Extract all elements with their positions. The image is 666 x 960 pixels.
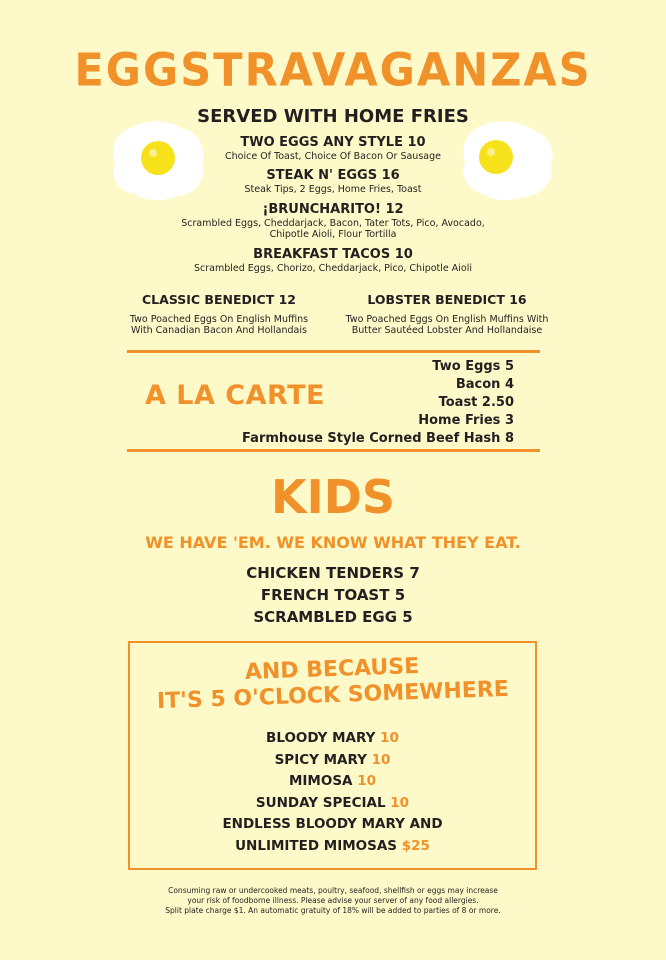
footer-disclaimer — [0, 886, 666, 916]
drink-name: SUNDAY SPECIAL — [255, 794, 386, 811]
section-subtitle: SERVED WITH HOME FRIES — [197, 106, 469, 127]
item-name: STEAK N' EGGS 16 — [266, 168, 400, 183]
list-item — [130, 728, 535, 750]
alacarte-list — [242, 358, 514, 448]
drink-price: 10 — [357, 773, 377, 789]
section-title: KIDS — [270, 470, 396, 524]
section-tagline: WE HAVE 'EM. WE KNOW WHAT THEY EAT. — [145, 533, 521, 552]
list-item: CHICKEN TENDERS 7 — [246, 564, 420, 582]
drinks-box — [128, 641, 537, 870]
section-title — [129, 650, 536, 716]
item-name: LOBSTER BENEDICT 16 — [367, 292, 527, 307]
list-item: ENDLESS BLOODY MARY AND — [222, 816, 443, 832]
section-title: A LA CARTE — [145, 380, 325, 411]
list-item — [130, 836, 535, 858]
drink-price: $25 — [401, 837, 430, 854]
item-description: With Canadian Bacon And Hollandais — [131, 325, 307, 336]
page-title: EGGSTRAVAGANZAS — [74, 44, 592, 98]
list-item: Toast 2.50 — [438, 395, 514, 410]
list-item: Home Fries 3 — [418, 413, 514, 428]
drink-price: 10 — [371, 751, 391, 768]
list-item: SCRAMBLED EGG 5 — [253, 608, 413, 626]
item-description: Two Poached Eggs On English Muffins With — [345, 314, 549, 325]
menu-item — [120, 202, 546, 240]
list-item: FRENCH TOAST 5 — [260, 586, 406, 604]
item-description: Chipotle Aioli, Flour Tortilla — [269, 229, 397, 240]
drink-price: 10 — [380, 730, 399, 746]
footer-line: your risk of foodborne illness. Please advise your server of any food allergies. — [187, 896, 479, 905]
divider — [127, 449, 540, 452]
list-item: Two Eggs 5 — [432, 359, 514, 374]
item-description: Steak Tips, 2 Eggs, Home Fries, Toast — [244, 184, 422, 195]
menu-item — [120, 247, 546, 274]
item-description: Two Poached Eggs On English Muffins — [129, 314, 309, 325]
list-item — [130, 750, 535, 772]
item-name: TWO EGGS ANY STYLE 10 — [240, 135, 426, 150]
list-item — [130, 771, 535, 793]
item-name: ¡BRUNCHARITO! 12 — [262, 202, 404, 217]
footer-line: Split plate charge $1. An automatic gratuity of 18% will be added to parties of 8 or more. — [165, 906, 501, 915]
menu-item — [120, 168, 546, 195]
list-item: Farmhouse Style Corned Beef Hash 8 — [242, 431, 514, 446]
drink-price: 10 — [390, 794, 410, 811]
item-description: Scrambled Eggs, Cheddarjack, Bacon, Tater Tots, Pico, Avocado, — [181, 218, 485, 229]
item-description: Butter Sautéed Lobster And Hollandaise — [351, 325, 543, 336]
menu-item — [327, 292, 567, 336]
drink-name: MIMOSA — [288, 773, 353, 789]
item-name: BREAKFAST TACOS 10 — [253, 247, 413, 262]
menu-item — [120, 135, 546, 162]
menu-item — [109, 292, 329, 336]
item-description: Scrambled Eggs, Chorizo, Cheddarjack, Pico, Chipotle Aioli — [193, 263, 473, 274]
list-item: Bacon 4 — [455, 377, 514, 392]
kids-list — [0, 562, 666, 628]
item-name: CLASSIC BENEDICT 12 — [142, 292, 296, 307]
list-item — [130, 793, 535, 815]
divider — [127, 350, 540, 353]
drink-name: UNLIMITED MIMOSAS — [235, 837, 398, 854]
drink-name: BLOODY MARY — [266, 730, 376, 746]
heading-line: IT'S 5 O'CLOCK SOMEWHERE — [156, 676, 510, 715]
drink-name: SPICY MARY — [274, 751, 367, 768]
drinks-list — [130, 728, 535, 857]
footer-line: Consuming raw or undercooked meats, poultry, seafood, shellfish or eggs may increase — [168, 886, 498, 895]
item-description: Choice Of Toast, Choice Of Bacon Or Sausage — [225, 151, 441, 162]
heading-line: AND BECAUSE — [244, 653, 420, 686]
